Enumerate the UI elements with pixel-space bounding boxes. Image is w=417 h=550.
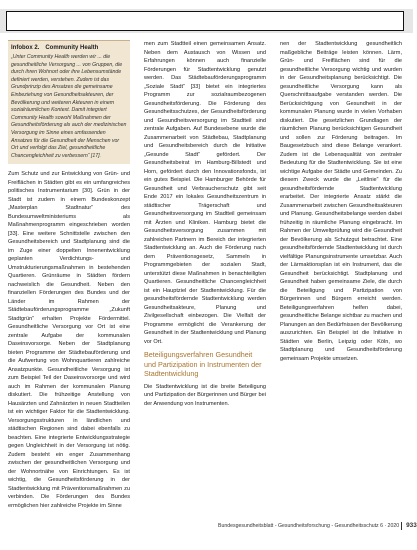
page-footer: [218, 520, 417, 532]
journal-citation: Bundesgesundheitsblatt - Gesundheitsforschung - Gesundheitsschutz 6 · 2020: [218, 523, 400, 529]
column-2-text-a: men zum Stadtteil einen gemeinsamen Ansatz. Neben dem Austausch von Wissen und Erfahrungen können auch finanzielle Förderungen für Stadtentwicklung genutzt werden. Das Städtebauförderungsprogramm „Soziale Stadt“ [33] bietet ein integriertes Programm zur sozialraumbezogenen Gesundheitsförderung. Die Förderung des Gesundheitsschutzes, der Gesundheitsförderung und Gesundheitsversorgung im Stadtteil sind zentrale Aufgaben. Auf Bundesebene wurde die Zusammenarbeit von Städtebau, Stadtplanung und Gesundheitsbereich durch die Initiative „Gesunde Stadt“ gefördert. Der Gesundheitsbeirat im Hamburg-Billstedt und Horn, gefördert durch den Innovationsfonds, ist ein gutes Beispiel. Die Hamburger Behörde für Gesundheit und Verbraucherschutz gibt seit Ende 2017 ein lokales Gesundheitszentrum in städtischer Trägerschaft und Gesundheitsversorgung im Stadtteil gemeinsam mit Ärzten und Kliniken. Hamburg bietet die Gesundheitsversorgung zusammen mit zahlreichen Partnern im Bereich der integrierten Stadtentwicklung an. Auch die Förderung nach dem Präventionsgesetz, Sammeln in Programmgebieten der sozialen Stadt, unterstützt diese Maßnahmen in benachteiligten Quartieren. Gesundheitliche Chancengleichheit ist ein Hauptziel der Stadtentwicklung. Für die gesundheitsfördernde Stadtentwicklung werden Gesundheitsakteure, Planung und Zivilgesellschaft einbezogen. Die Vielfalt der Programme ermöglicht die Verankerung der Gesundheit in der Stadtentwicklung und Planung vor Ort.: [144, 41, 266, 345]
header-frame: [6, 11, 404, 31]
column-1: [8, 40, 130, 510]
column-3-text: nen der Stadtentwicklung gesundheitlich maßgebliche Beiträge leisten können. Lärm, Grün- und Freiflächen sind für die gesundheitliche Versorgung wichtig und wurden in der Gesundheitsplanung berücksichtigt. Die gesundheitliche Versorgung kann als Querschnittsaufgabe verstanden werden. Die Berücksichtigung von Gesundheit in der kommunalen Planung wurde in vielen Vorhaben diskutiert. Die gesetzlichen Grundlagen der räumlichen Planung berücksichtigen Gesundheit und sollen zur Förderung beitragen. Im Baugesetzbuch sind diese Belange verankert. Zudem ist die Lebensqualität von zentraler Bedeutung für die Stadtentwicklung. Sie ist eine wichtige Aufgabe der Städte und Gemeinden. Zu diesem Zweck wurde die „Leitlinie“ für die gesundheitsfördernde Stadtentwicklung erarbeitet. Der integrierte Ansatz stärkt die Zusammenarbeit zwischen Gesundheitsakteuren und Planung. Gesundheitsbelange werden dabei frühzeitig in räumliche Planung eingebracht. Im Rahmen der Umweltprüfung wird die Gesundheit der Bevölkerung als Schutzgut betrachtet. Eine gesundheitsfördernde Stadtentwicklung ist durch vielfältige Planungsinstrumente umsetzbar. Auch der Lärmaktionsplan ist ein Instrument, das die Gesundheit berücksichtigt. Stadtplanung und Gesundheit haben gemeinsame Ziele, die durch die Beteiligung und Partizipation von Bürgerinnen und Bürgern erreicht werden. Beteiligungsverfahren helfen dabei, gesundheitliche Belange sichtbar zu machen und Planungen an den Bedürfnissen der Bevölkerung auszurichten. Ein Beispiel ist die Initiative in Städten wie Berlin, Leipzig oder Köln, wo Stadtplanung und Gesundheitsförderung gemeinsam Projekte umsetzen.: [280, 41, 402, 362]
top-margin: [0, 0, 413, 9]
column-3: [280, 40, 402, 363]
column-1-text: Zum Schutz und zur Entwicklung von Grün- und Freiflächen in Städten gibt es ein umfangreiches politisches Instrumentarium [30]. Grün in der Stadt ist zudem in einem Bundeskonzept „Masterplan Stadtnatur“ des Bundesumweltministeriums als Maßnahmenprogramm eingeschrieben worden [33]. Eine weitere Schnittstelle zwischen den Gesundheitsbereich und Stadtplanung sind die im Zuge einer doppelten Innenentwicklung geplanten Verdichtungs- und Umstrukturierungsmaßnahmen in bestehenden Quartieren. Grünräume in Städten fördern nachweislich die Gesundheit. Neben den finanziellen Förderungen des Bundes und der Länder im Rahmen der Städtebauförderungsprogramme „Zukunft Stadtgrün“ erhalten Projekte Fördermittel. Gesundheitliche Versorgung vor Ort ist eine zentrale Aufgabe der kommunalen Daseinsvorsorge. Neben der Stadtplanung bieten Programme der Städtebauförderung und die Aufwertung von Wohnquartieren zahlreiche Ansatzpunkte. Gesundheitliche Versorgung ist zum Beispiel Teil der Daseinsvorsorge und wird auch im Rahmen der kommunalen Planung diskutiert. Die frühzeitige Anstellung von Hausärzten und Zahnärzten in neuen Stadtteilen ist ein wichtiger Faktor für die Stadtentwicklung. Versorgungsstrukturen in ländlichen und städtischen Regionen sind dabei ebenfalls zu beachten. Eine integrierte Entwicklungsstrategie gegen Ungleichheit in der Versorgung ist nötig. Zudem besteht ein enger Zusammenhang zwischen der gesundheitlichen Versorgung und der Wohnortnähe von Einrichtungen. Es ist wichtig, die Gesundheitsförderung in der Stadtentwicklung mit Präventionsmaßnahmen zu verbinden. Die Förderungen des Bundes ermöglichen hier zahlreiche Projekte im Sinne: [8, 171, 130, 509]
infobox-quote: „Unter Community Health werden wir ... die gesundheitliche Versorgung ... von Gruppen, die durch ihren Wohnort oder ihre Lebensumstände definiert werden, verstehen. Zudem ist das Grundprinzip des Ansatzes die gemeinsame Einbeziehung von Gesundheitsakteuren, der Bevölkerung und weiteren Akteuren in einem sozialräumlichen Kontext. Damit integriert Community Health sowohl Maßnahmen der Gesundheitsförderung als auch der medizinischen Versorgung im Sinne eines umfassenden Ansatzes für die Gesundheit der Menschen vor Ort und verfolgt das Ziel, gesundheitliche Chancengleichheit zu verbessern“ [17].: [11, 54, 127, 159]
section-subheading: Beteiligungsverfahren Gesundheit und Partizipation in Instrumenten der Stadtentwicklung: [144, 350, 262, 378]
column-2: [144, 40, 266, 408]
infobox-label: Infobox 2.: [11, 45, 40, 51]
infobox-community-health: [8, 40, 130, 164]
footer-separator: [401, 522, 402, 530]
column-2-text-b: Die Stadtentwicklung ist die breite Beteiligung und Partizipation der Bürgerinnen und Bürger bei der Anwendung von Instrumenten.: [144, 383, 266, 407]
article-columns: [8, 40, 402, 520]
page-number: 933: [406, 522, 417, 529]
infobox-heading: [11, 44, 127, 52]
infobox-title: Community Health: [45, 45, 99, 51]
